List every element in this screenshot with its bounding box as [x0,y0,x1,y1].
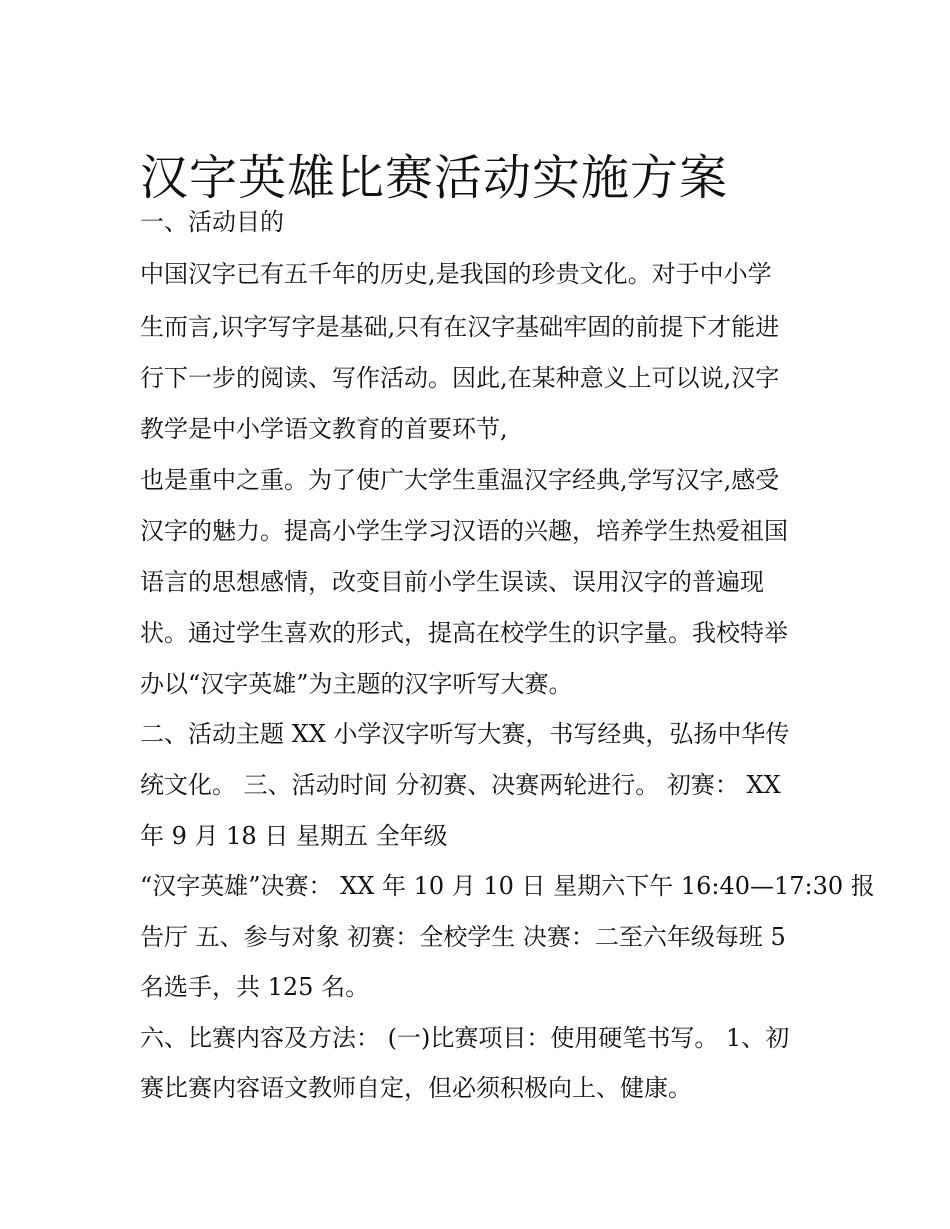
body-line: 状。通过学生喜欢的形式，提高在校学生的识字量。我校特举 [140,619,788,647]
body-line: 教学是中小学语文教育的首要环节, [140,415,508,443]
body-line: 汉字的魅力。提高小学生学习汉语的兴趣，培养学生热爱祖国 [140,517,788,545]
body-line: 语言的思想感情，改变目前小学生误读、误用汉字的普遍现 [140,568,764,596]
body-line: 生而言,识字写字是基础,只有在汉字基础牢固的前提下才能进 [140,313,780,341]
body-line: 赛比赛内容语文教师自定，但必须积极向上、健康。 [140,1074,692,1102]
body-line: “汉字英雄”决赛： XX 年 10 月 10 日 星期六下午 16:40—17:30 报 [140,872,875,900]
body-line: 年 9 月 18 日 星期五 全年级 [140,822,448,850]
body-line: 办以“汉字英雄”为主题的汉字听写大赛。 [140,670,573,698]
body-line: 统文化。 三、活动时间 分初赛、决赛两轮进行。 初赛： XX [140,771,781,799]
body-line: 六、比赛内容及方法： (一)比赛项目：使用硬笔书写。 1、初 [140,1024,790,1052]
document-title: 汉字英雄比赛活动实施方案 [140,150,729,207]
body-line: 行下一步的阅读、写作活动。因此,在某种意义上可以说,汉字 [140,364,780,392]
section-heading-purpose: 一、活动目的 [140,208,284,236]
body-line: 告厅 五、参与对象 初赛：全校学生 决赛：二至六年级每班 5 [140,923,786,951]
body-line: 名选手，共 125 名。 [140,973,370,1001]
body-line: 二、活动主题 XX 小学汉字听写大赛，书写经典，弘扬中华传 [140,720,790,748]
body-line: 也是重中之重。为了使广大学生重温汉字经典,学写汉字,感受 [140,466,780,494]
body-line: 中国汉字已有五千年的历史,是我国的珍贵文化。对于中小学 [140,260,772,288]
